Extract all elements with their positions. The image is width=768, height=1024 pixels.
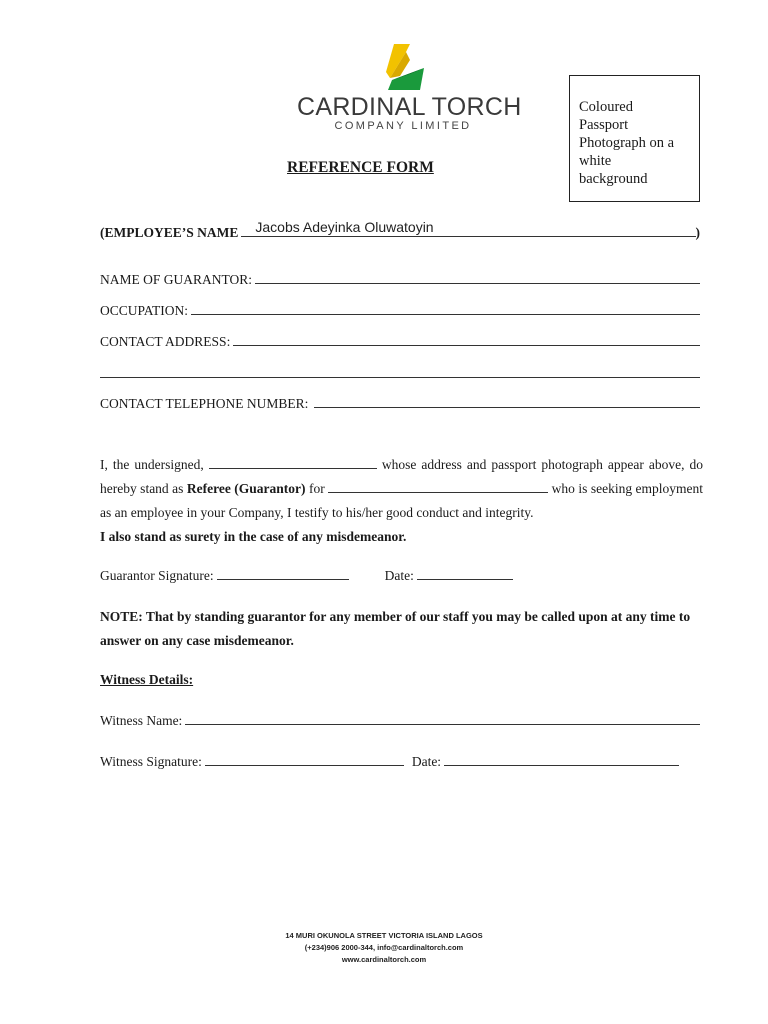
employee-name-row <box>100 219 700 241</box>
declaration-paragraph <box>100 453 703 549</box>
footer-address: 14 MURI OKUNOLA STREET VICTORIA ISLAND LAGOS <box>285 931 483 940</box>
undersigned-name-field[interactable] <box>209 456 377 469</box>
guarantor-date-field[interactable] <box>417 567 513 580</box>
photo-box-text-line: Coloured <box>579 99 633 115</box>
referee-text: Referee (Guarantor) <box>186 481 306 496</box>
footer <box>0 930 768 966</box>
company-name: CARDINAL TORCH <box>297 93 522 121</box>
witness-signature-row <box>100 753 679 770</box>
guarantor-name-row <box>100 271 700 288</box>
guarantor-signature-field[interactable] <box>217 567 349 580</box>
footer-website[interactable]: www.cardinaltorch.com <box>341 955 427 964</box>
surety-statement: I also stand as surety in the case of any misdemeanor. <box>100 529 407 544</box>
witness-name-row <box>100 712 700 729</box>
photo-box-text-line: white <box>579 153 612 169</box>
company-logo <box>297 42 522 132</box>
declaration-part3: for <box>308 481 325 496</box>
telephone-label: CONTACT TELEPHONE NUMBER: <box>100 396 309 411</box>
witness-date-field[interactable] <box>444 753 679 766</box>
telephone-row <box>100 395 700 412</box>
form-title: REFERENCE FORM <box>287 159 434 176</box>
note-text: NOTE: That by standing guarantor for any member of our staff you may be called upon at any time to answer on any case misdemeanor. <box>100 609 691 648</box>
witness-name-field[interactable] <box>185 712 700 725</box>
contact-address-row-2 <box>100 365 700 378</box>
photo-box-text-line: background <box>579 171 648 187</box>
guarantor-signature-row <box>100 567 513 584</box>
declaration-part1: I, the undersigned, <box>100 457 204 472</box>
guarantor-date-label: Date: <box>384 568 414 583</box>
guarantor-name-field[interactable] <box>255 271 700 284</box>
company-subtitle: COMPANY LIMITED <box>334 120 472 132</box>
photo-box-text-line: Photograph on a <box>579 135 675 151</box>
occupation-label: OCCUPATION: <box>100 303 189 318</box>
photo-box-text-line: Passport <box>579 117 629 133</box>
footer-contact: (+234)906 2000-344, info@cardinaltorch.com <box>304 943 464 952</box>
contact-address-field-2[interactable] <box>100 365 700 378</box>
witness-signature-field[interactable] <box>205 753 404 766</box>
telephone-field[interactable] <box>314 395 700 408</box>
occupation-row <box>100 302 700 319</box>
employee-name-field[interactable] <box>241 219 695 237</box>
contact-address-row <box>100 333 700 350</box>
declaration-part2: whose address and passport photograph appear above, do hereby stand as <box>100 457 704 496</box>
guarantor-name-label: NAME OF GUARANTOR: <box>100 272 253 287</box>
torch-logo-icon <box>380 42 426 92</box>
employee-reference-field[interactable] <box>328 480 548 493</box>
employee-name-value: Jacobs Adeyinka Oluwatoyin <box>255 219 434 235</box>
occupation-field[interactable] <box>191 302 700 315</box>
passport-photo-box[interactable] <box>569 75 700 202</box>
witness-signature-label: Witness Signature: <box>100 754 202 769</box>
declaration-part4: who is seeking employment as an employee in your Company, I testify to his/her good conduct and integrity. <box>100 481 704 520</box>
employee-name-label: (EMPLOYEE’S NAME <box>100 225 239 240</box>
guarantor-signature-label: Guarantor Signature: <box>100 568 214 583</box>
contact-address-field[interactable] <box>233 333 700 346</box>
witness-details-title: Witness Details: <box>100 672 194 687</box>
employee-name-close: ) <box>695 225 700 240</box>
witness-name-label: Witness Name: <box>100 713 183 728</box>
witness-date-label: Date: <box>411 754 442 769</box>
contact-address-label: CONTACT ADDRESS: <box>100 334 231 349</box>
